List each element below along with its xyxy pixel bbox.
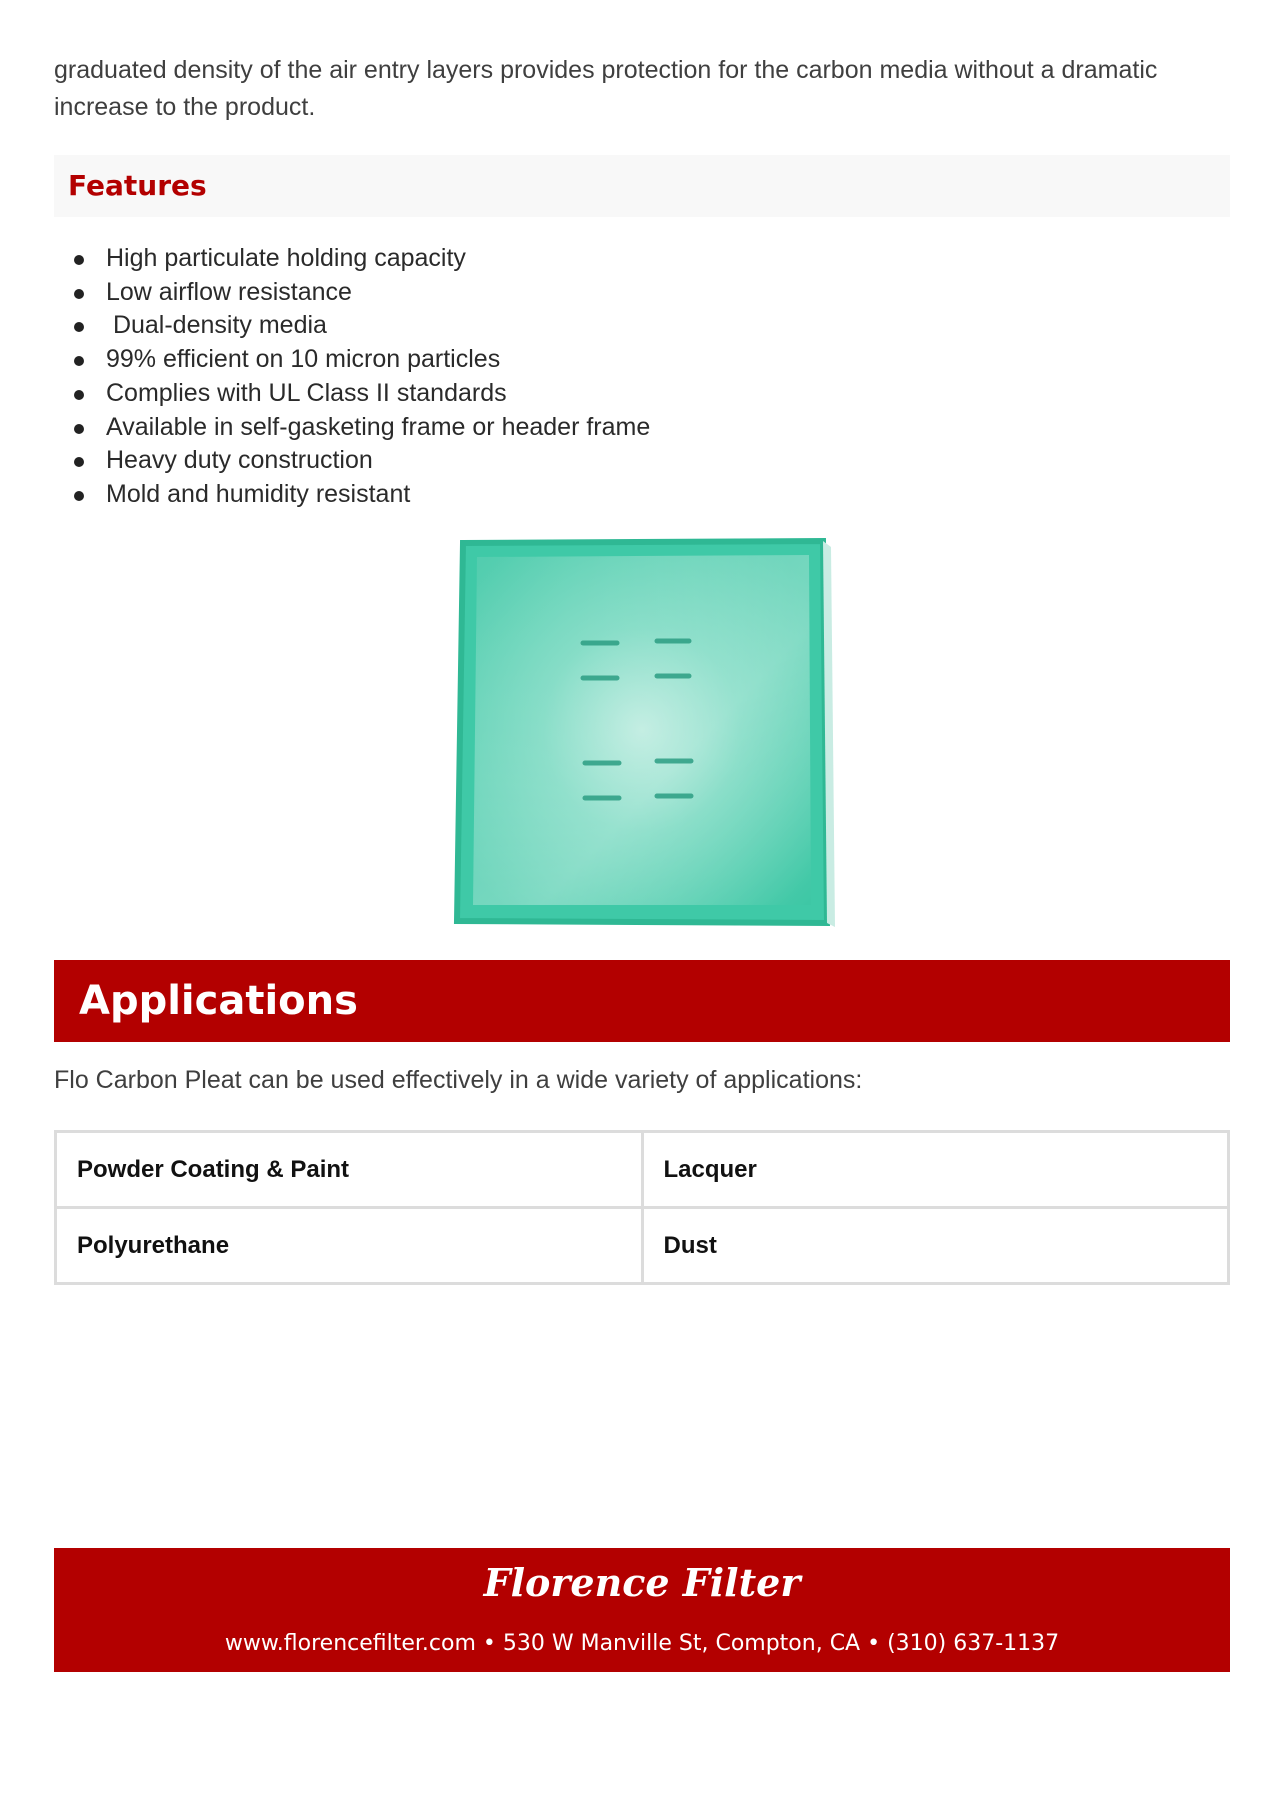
bullet-icon xyxy=(74,322,84,332)
table-cell: Polyurethane xyxy=(56,1208,643,1284)
features-title: Features xyxy=(68,169,207,202)
applications-table xyxy=(54,1130,1230,1285)
feature-text: Mold and humidity resistant xyxy=(106,479,411,508)
feature-text: 99% efficient on 10 micron particles xyxy=(106,345,501,374)
list-item xyxy=(74,309,650,343)
list-item xyxy=(74,478,650,512)
bullet-icon xyxy=(74,424,84,434)
table-cell: Dust xyxy=(642,1208,1229,1284)
applications-intro: Flo Carbon Pleat can be used effectively in a wide variety of applications: xyxy=(54,1066,863,1094)
bullet-icon xyxy=(74,289,84,299)
list-item xyxy=(74,242,650,276)
feature-text: Available in self-gasketing frame or header frame xyxy=(106,412,651,441)
feature-text: Dual-density media xyxy=(106,311,327,340)
footer-bar xyxy=(54,1548,1230,1672)
feature-text: Complies with UL Class II standards xyxy=(106,378,507,407)
product-filter-image xyxy=(445,533,835,928)
list-item xyxy=(74,411,650,445)
bullet-icon xyxy=(74,491,84,501)
bullet-icon xyxy=(74,390,84,400)
applications-header-bar xyxy=(54,960,1230,1042)
bullet-icon xyxy=(74,255,84,265)
list-item xyxy=(74,444,650,478)
intro-paragraph: graduated density of the air entry layers provides protection for the carbon media without a dramatic increase to the product. xyxy=(54,56,1158,121)
bullet-icon xyxy=(74,356,84,366)
table-row xyxy=(56,1132,1229,1208)
features-header-bar xyxy=(54,155,1230,217)
table-row xyxy=(56,1208,1229,1284)
feature-text: High particulate holding capacity xyxy=(106,244,466,272)
list-item xyxy=(74,276,650,310)
footer-contact-info: www.florencefilter.com • 530 W Manville St, Compton, CA • (310) 637-1137 xyxy=(224,1631,1060,1656)
list-item xyxy=(74,377,650,411)
table-cell: Powder Coating & Paint xyxy=(56,1132,643,1208)
florence-filter-logo: Florence Filter xyxy=(483,1560,801,1605)
filter-sheen xyxy=(473,555,811,905)
bullet-icon xyxy=(74,457,84,467)
feature-text: Heavy duty construction xyxy=(106,446,373,475)
feature-list xyxy=(74,242,650,512)
list-item xyxy=(74,343,650,377)
feature-text: Low airflow resistance xyxy=(106,277,352,306)
table-cell: Lacquer xyxy=(642,1132,1229,1208)
applications-title: Applications xyxy=(79,978,358,1024)
